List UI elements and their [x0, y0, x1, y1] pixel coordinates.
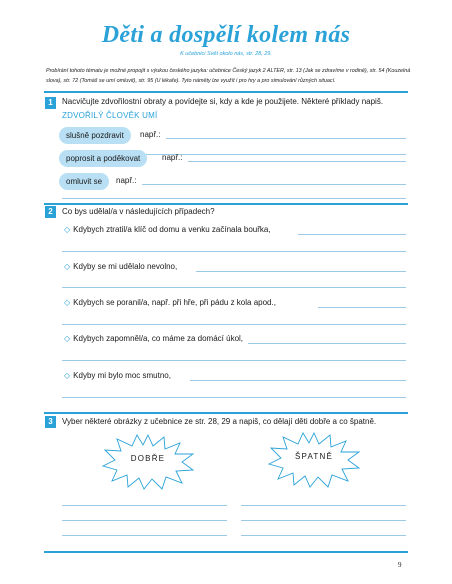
diamond-bullet-icon: ◇	[64, 298, 71, 307]
answer-line[interactable]	[62, 520, 227, 521]
question-item: ◇ Kdybych zapomněl/a, co máme za domácí úkol,	[64, 334, 244, 343]
diamond-bullet-icon: ◇	[64, 262, 71, 271]
phrase-pill-greet: slušně pozdravit	[59, 127, 131, 144]
example-label: např.:	[116, 176, 137, 185]
answer-line[interactable]	[166, 138, 406, 139]
question-item: ◇ Kdybych ztratil/a klíč od domu a venku začínala bouřka,	[64, 225, 271, 234]
bad-label: ŠPATNĚ	[294, 452, 334, 461]
answer-line[interactable]	[248, 343, 406, 344]
answer-line[interactable]	[62, 505, 227, 506]
task-number-2: 2	[45, 206, 56, 218]
section-divider-3	[44, 412, 408, 414]
page-title: Děti a dospělí kolem nás	[101, 22, 351, 48]
task-number-1: 1	[45, 97, 56, 109]
answer-line[interactable]	[62, 535, 227, 536]
intro-text: Probírání tohoto tématu je možné propojit s výukou českého jazyka: učebnice Český jazyk 2 ALTER, str. 13 (Jak se zdravíme v rodině), str. 54 (Kouzelná slova), str. 72 (Tomáš se umí omluvit), str. 95 (U lékaře). Tyto náměty lze využít i pro hry a pro simulování různých situací.	[46, 68, 411, 84]
answer-line[interactable]	[142, 184, 406, 185]
example-label: např.:	[140, 130, 161, 139]
task-3-text: Vyber některé obrázky z učebnice ze str. 28, 29 a napiš, co dělají děti dobře a co špatně.	[62, 417, 377, 426]
section-divider-bottom	[44, 551, 408, 553]
task-1-heading: ZDVOŘILÝ ČLOVĚK UMÍ	[62, 111, 158, 120]
answer-line[interactable]	[241, 535, 406, 536]
task-1-text: Nacvičujte zdvořilostní obraty a povídejte si, kdy a kde je použijete. Některé příklady napiš.	[62, 97, 384, 106]
page-subtitle: K učebnici Svět okolo nás, str. 28, 29.	[180, 51, 272, 57]
section-divider-2	[44, 203, 408, 205]
question-item: ◇ Kdyby mi bylo moc smutno,	[64, 371, 171, 380]
answer-line[interactable]	[62, 397, 406, 398]
task-number-3: 3	[45, 416, 56, 428]
answer-line[interactable]	[241, 505, 406, 506]
answer-line[interactable]	[196, 271, 406, 272]
phrase-pill-apologize: omluvit se	[59, 173, 109, 190]
page-number: 9	[398, 561, 402, 569]
answer-line[interactable]	[241, 520, 406, 521]
phrase-pill-ask-thank: poprosit a poděkovat	[59, 150, 147, 167]
diamond-bullet-icon: ◇	[64, 371, 71, 380]
answer-line[interactable]	[62, 360, 406, 361]
answer-line[interactable]	[62, 198, 406, 199]
diamond-bullet-icon: ◇	[64, 225, 71, 234]
answer-line[interactable]	[62, 287, 406, 288]
answer-line[interactable]	[298, 234, 406, 235]
diamond-bullet-icon: ◇	[64, 334, 71, 343]
good-label: DOBŘE	[130, 454, 166, 463]
section-divider-1	[44, 91, 408, 93]
task-2-text: Co bys udělal/a v následujících případech?	[62, 207, 215, 216]
answer-line[interactable]	[318, 307, 406, 308]
answer-line[interactable]	[190, 380, 406, 381]
answer-line[interactable]	[62, 251, 406, 252]
question-item: ◇ Kdybych se poranil/a, např. při hře, při pádu z kola apod.,	[64, 298, 276, 307]
example-label: např.:	[162, 153, 183, 162]
question-item: ◇ Kdyby se mi udělalo nevolno,	[64, 262, 178, 271]
answer-line[interactable]	[62, 324, 406, 325]
answer-line[interactable]	[188, 161, 406, 162]
